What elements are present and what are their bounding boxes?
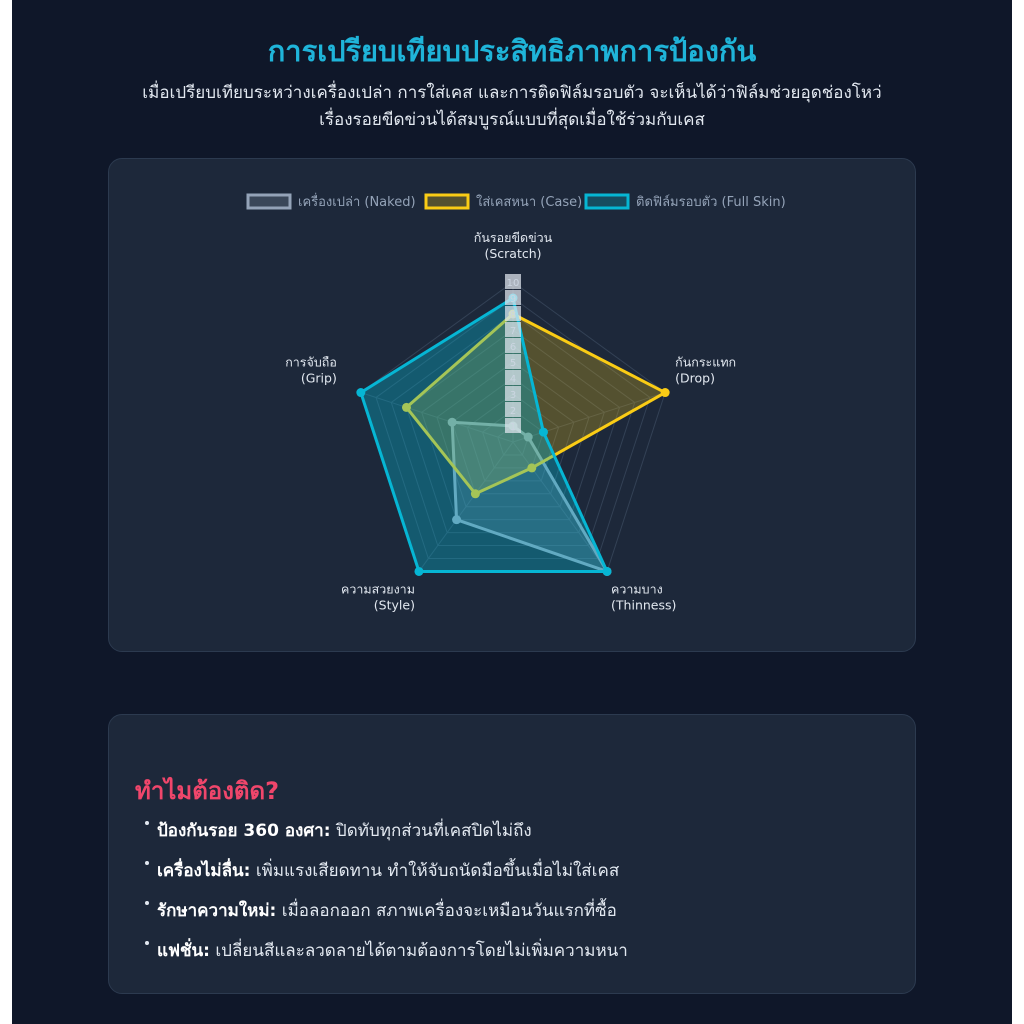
list-item (145, 935, 885, 975)
data-point (661, 388, 670, 397)
bullet-icon (145, 861, 149, 865)
page-title: การเปรียบเทียบประสิทธิภาพการป้องกัน (267, 34, 757, 68)
legend-swatch (426, 195, 468, 208)
subtitle-line-1: เมื่อเปรียบเทียบระหว่างเครื่องเปล่า การใส่เคส และการติดฟิล์มรอบตัว จะเห็นได้ว่าฟิล์มช่วยอุดช่องโหว่ (142, 83, 882, 103)
axis-label: (Scratch) (484, 246, 542, 261)
benefit-heading: เครื่องไม่ลื่น: (157, 861, 251, 881)
axis-label: ความสวยงาม (340, 581, 415, 597)
benefit-text: เพิ่มแรงเสียดทาน ทำให้จับถนัดมือขึ้นเมื่อไม่ใส่เคส (250, 861, 620, 881)
list-item (145, 815, 885, 855)
bullet-icon (145, 901, 149, 905)
data-point (539, 428, 548, 437)
legend-swatch (586, 195, 628, 208)
data-point (414, 567, 423, 576)
benefit-heading: แฟชั่น: (157, 941, 210, 961)
tick-label: 8 (509, 310, 517, 321)
benefit-text: ปิดทับทุกส่วนที่เคสปิดไม่ถึง (330, 821, 532, 841)
tick-label: 4 (509, 374, 517, 385)
axis-label: ความบาง (611, 581, 663, 597)
chart-card (108, 158, 916, 652)
list-item (145, 855, 885, 895)
benefit-list (145, 815, 885, 975)
list-item (145, 895, 885, 935)
axis-label: (Drop) (675, 370, 715, 386)
axis-label: (Style) (373, 597, 415, 613)
tick-label: 7 (509, 326, 517, 337)
info-title: ทำไมต้องติด? (135, 777, 279, 805)
page-subtitle (112, 80, 912, 134)
benefit-text: เปลี่ยนสีและลวดลายได้ตามต้องการโดยไม่เพิ่มความหนา (209, 941, 628, 961)
tick-label: 6 (509, 342, 517, 353)
legend-label: ติดฟิล์มรอบตัว (Full Skin) (636, 195, 786, 210)
benefit-heading: รักษาความใหม่: (157, 901, 277, 921)
axis-label: การจับถือ (285, 354, 337, 370)
axis-label: (Grip) (300, 370, 337, 386)
bullet-icon (145, 941, 149, 945)
page (12, 0, 1012, 1024)
tick-label: 5 (509, 358, 517, 369)
benefit-heading: ป้องกันรอย 360 องศา: (157, 821, 331, 841)
bullet-icon (145, 821, 149, 825)
tick-label: 2 (509, 406, 517, 417)
axis-label: (Thinness) (611, 597, 677, 613)
legend-swatch (248, 195, 290, 208)
legend-label: ใส่เคสหนา (Case) (476, 195, 583, 210)
legend-label: เครื่องเปล่า (Naked) (298, 195, 416, 210)
radar-chart (109, 159, 915, 651)
tick-label: 1 (509, 422, 517, 433)
info-card (108, 714, 916, 994)
data-point (603, 567, 612, 576)
benefit-text: เมื่อลอกออก สภาพเครื่องจะเหมือนวันแรกที่ซื้อ (276, 901, 617, 921)
axis-label: กันกระแทก (675, 354, 737, 370)
tick-label: 10 (506, 278, 520, 289)
tick-label: 9 (509, 294, 517, 305)
axis-label: กันรอยขีดข่วน (473, 230, 553, 245)
subtitle-line-2: เรื่องรอยขีดข่วนได้สมบูรณ์แบบที่สุดเมื่อใช้ร่วมกับเคส (319, 110, 705, 130)
tick-label: 3 (509, 390, 517, 401)
data-point (356, 388, 365, 397)
